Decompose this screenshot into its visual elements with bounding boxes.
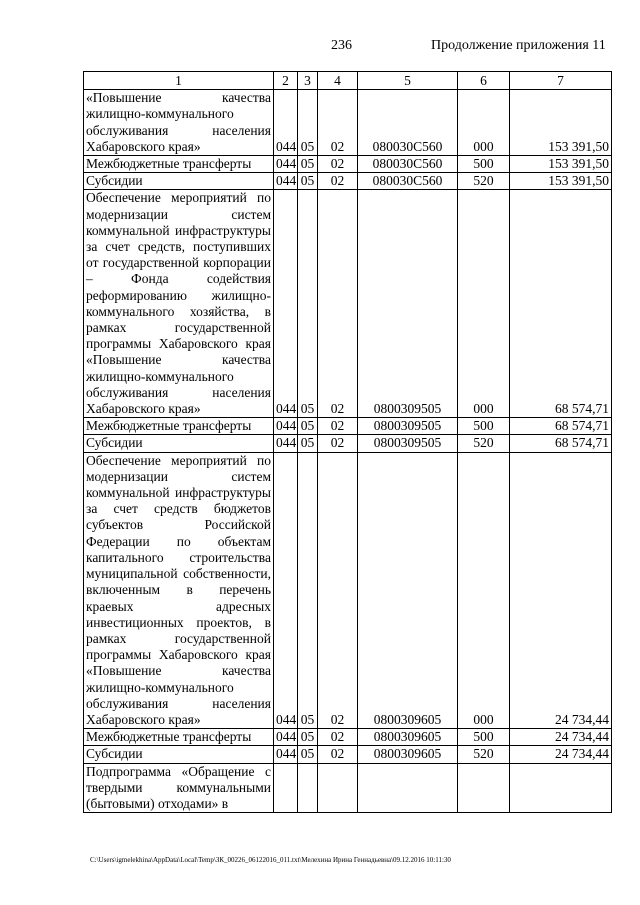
amount: 24 734,44	[510, 452, 612, 728]
table-row	[84, 452, 612, 728]
target-article-code	[358, 763, 458, 813]
column-header: 7	[510, 72, 612, 90]
column-header: 5	[358, 72, 458, 90]
admin-code: 044	[274, 418, 298, 435]
subsection-code: 02	[318, 729, 358, 746]
amount	[510, 763, 612, 813]
subsection-code	[318, 763, 358, 813]
section-code: 05	[298, 452, 318, 728]
page-header	[0, 38, 640, 58]
target-article-code: 0800309505	[358, 418, 458, 435]
table-row	[84, 90, 612, 156]
document-footer: C:\Users\igmelekhina\AppData\Local\Temp\ЗК_00226_06122016_011.txt\Мелехина Ирина Геннадьевна\09.12.2016 10:11:30	[90, 856, 451, 864]
section-code: 05	[298, 729, 318, 746]
row-description: Обеспечение мероприятий по модернизации систем коммунальной инфраструктуры за счет средств, поступивших от государственной корпорации – Фонда содействия реформированию жилищно-коммунального хозяйства, в рамках государственной программы Хабаровского края «Повышение качества жилищно-коммунального обслуживания населения Хабаровского края»	[84, 190, 274, 418]
table-row	[84, 435, 612, 452]
section-code: 05	[298, 90, 318, 156]
table-row	[84, 190, 612, 418]
expense-type-code: 500	[458, 156, 510, 173]
subsection-code: 02	[318, 190, 358, 418]
admin-code: 044	[274, 90, 298, 156]
row-description: Субсидии	[84, 173, 274, 190]
section-code	[298, 763, 318, 813]
row-description: Межбюджетные трансферты	[84, 156, 274, 173]
target-article-code: 0800309605	[358, 729, 458, 746]
subsection-code: 02	[318, 746, 358, 763]
subsection-code: 02	[318, 435, 358, 452]
column-header: 1	[84, 72, 274, 90]
row-description: Субсидии	[84, 746, 274, 763]
target-article-code: 0800309605	[358, 746, 458, 763]
expense-type-code	[458, 763, 510, 813]
admin-code: 044	[274, 190, 298, 418]
amount: 24 734,44	[510, 746, 612, 763]
section-code: 05	[298, 173, 318, 190]
admin-code: 044	[274, 173, 298, 190]
target-article-code: 0800309505	[358, 435, 458, 452]
amount: 68 574,71	[510, 435, 612, 452]
amount: 24 734,44	[510, 729, 612, 746]
row-description: Межбюджетные трансферты	[84, 729, 274, 746]
target-article-code: 0800309605	[358, 452, 458, 728]
row-description: Обеспечение мероприятий по модернизации систем коммунальной инфраструктуры за счет средств бюджетов субъектов Российской Федерации по объектам капитального строительства муниципальной собственности, включенным в перечень краевых адресных инвестиционных проектов, в рамках государственной программы Хабаровского края «Повышение качества жилищно-коммунального обслуживания населения Хабаровского края»	[84, 452, 274, 728]
target-article-code: 080030С560	[358, 90, 458, 156]
row-description: Субсидии	[84, 435, 274, 452]
section-code: 05	[298, 418, 318, 435]
expense-type-code: 000	[458, 190, 510, 418]
budget-table	[83, 71, 612, 813]
amount: 153 391,50	[510, 156, 612, 173]
amount: 153 391,50	[510, 90, 612, 156]
expense-type-code: 520	[458, 173, 510, 190]
subsection-code: 02	[318, 173, 358, 190]
admin-code: 044	[274, 156, 298, 173]
appendix-title: Продолжение приложения 11	[431, 38, 606, 53]
column-header: 6	[458, 72, 510, 90]
row-description: Межбюджетные трансферты	[84, 418, 274, 435]
table-row	[84, 763, 612, 813]
row-description: «Повышение качества жилищно-коммунального обслуживания населения Хабаровского края»	[84, 90, 274, 156]
table-row	[84, 418, 612, 435]
expense-type-code: 500	[458, 729, 510, 746]
admin-code: 044	[274, 729, 298, 746]
amount: 68 574,71	[510, 418, 612, 435]
row-description: Подпрограмма «Обращение с твердыми коммунальными (бытовыми) отходами» в	[84, 763, 274, 813]
subsection-code: 02	[318, 418, 358, 435]
subsection-code: 02	[318, 452, 358, 728]
column-header: 3	[298, 72, 318, 90]
admin-code: 044	[274, 452, 298, 728]
admin-code: 044	[274, 746, 298, 763]
section-code: 05	[298, 156, 318, 173]
amount: 153 391,50	[510, 173, 612, 190]
table-row	[84, 746, 612, 763]
section-code: 05	[298, 190, 318, 418]
amount: 68 574,71	[510, 190, 612, 418]
table-row	[84, 173, 612, 190]
subsection-code: 02	[318, 156, 358, 173]
page-number: 236	[331, 38, 352, 53]
column-header: 2	[274, 72, 298, 90]
target-article-code: 080030С560	[358, 156, 458, 173]
admin-code	[274, 763, 298, 813]
column-header-row	[84, 72, 612, 90]
expense-type-code: 520	[458, 746, 510, 763]
expense-type-code: 000	[458, 452, 510, 728]
target-article-code: 0800309505	[358, 190, 458, 418]
table-row	[84, 156, 612, 173]
admin-code: 044	[274, 435, 298, 452]
target-article-code: 080030С560	[358, 173, 458, 190]
table-body	[84, 90, 612, 813]
expense-type-code: 520	[458, 435, 510, 452]
subsection-code: 02	[318, 90, 358, 156]
column-header: 4	[318, 72, 358, 90]
expense-type-code: 500	[458, 418, 510, 435]
section-code: 05	[298, 435, 318, 452]
expense-type-code: 000	[458, 90, 510, 156]
section-code: 05	[298, 746, 318, 763]
table-row	[84, 729, 612, 746]
